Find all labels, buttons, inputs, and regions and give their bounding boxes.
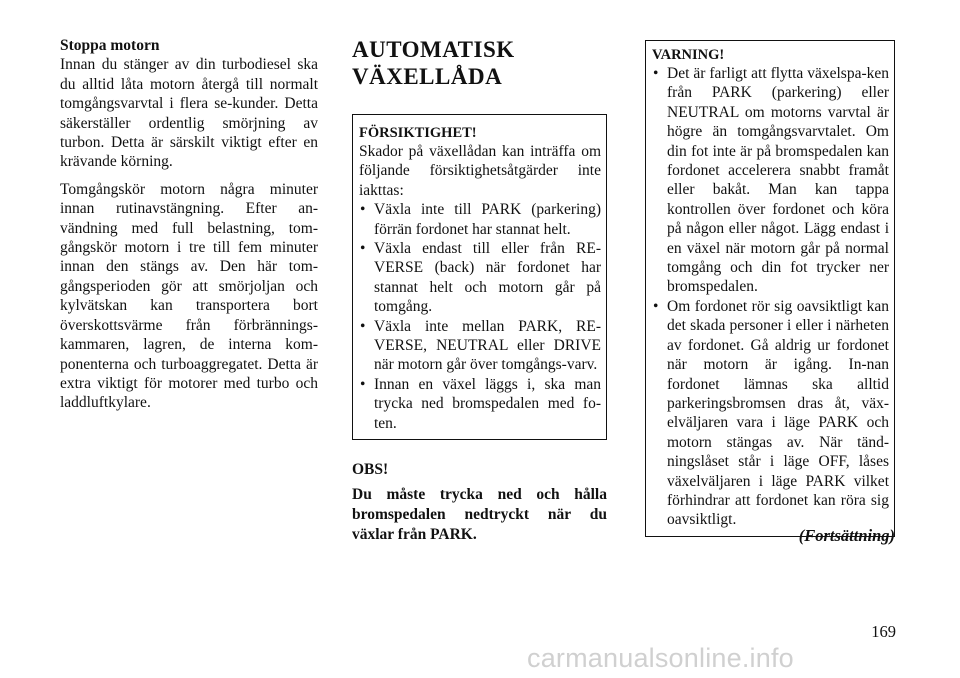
warning-item: • Det är farligt att flytta växelspa-ken från PARK (parkering) eller NEUTRAL om motorns varvtal är högre än tomgångsvarvtalet. Om din fot inte är på bromspedalen kan fordonet accelerera snabbt framåt eller bakåt. Man kan tappa kontrollen över fordonet och köra på någon eller något. Lägg endast i en växel när motorn går på normal tomgång och din fot trycker ner bromspedalen. xyxy=(652,64,889,297)
caution-list xyxy=(359,200,601,433)
chapter-title-line2: VÄXELLÅDA xyxy=(352,64,503,89)
section-heading-stop-engine: Stoppa motorn xyxy=(60,37,160,54)
caution-item: • Innan en växel läggs i, ska man trycka ned bromspedalen med fo-ten. xyxy=(359,375,601,433)
warning-title: VARNING! xyxy=(652,47,725,63)
continued-label: (Fortsättning) xyxy=(798,526,895,545)
caution-title: FÖRSIKTIGHET! xyxy=(359,125,477,141)
warning-item: • Om fordonet rör sig oavsiktligt kan det skada personer i eller i närheten av fordonet. Gå aldrig ur fordonet när motorn är igång. In-nan fordonet lämnas ska alltid parkeringsbromsen dras åt, väx-elväljaren vara i läge PARK och motorn stängas av. När tänd-ningslåset står i läge OFF, låses växelväljaren i läge PARK vilket förhindrar att fordonet kan röra sig oavsiktligt. xyxy=(652,297,889,530)
chapter-title xyxy=(352,36,607,90)
chapter-title-line1: AUTOMATISK xyxy=(352,37,515,62)
caution-item: • Växla inte till PARK (parkering) förrän fordonet har stannat helt. xyxy=(359,200,601,239)
caution-item: • Växla inte mellan PARK, RE-VERSE, NEUTRAL eller DRIVE när motorn går över tomgångs-varv. xyxy=(359,317,601,375)
caution-intro: Skador på växellådan kan inträffa om följande försiktighetsåtgärder inte iakttas: xyxy=(359,143,601,199)
left-column xyxy=(60,36,318,413)
paragraph-idle-minutes: Tomgångskör motorn några minuter innan rutinavstängning. Efter an-vändning med full belastning, tom-gångskör motorn i tre till fem minuter innan den stängs av. Den här tom-gångsperioden gör att smörjoljan och kylvätskan kan transportera bort överskottsvärme från förbrännings-kammaren, lagren, de interna kom-ponenterna och turboaggregatet. Detta är extra viktigt för motorer med turbo och laddluftkylare. xyxy=(60,180,318,412)
warning-box xyxy=(645,40,895,537)
note-title: OBS! xyxy=(352,461,389,479)
caution-box xyxy=(352,114,607,440)
right-column xyxy=(645,40,895,537)
page-number: 169 xyxy=(871,622,896,641)
middle-column xyxy=(352,36,607,545)
paragraph-turbo-idle: Innan du stänger av din turbodiesel ska du alltid låta motorn återgå till normalt tomgångsvarvtal i flera se-kunder. Detta säkerställer ordentlig smörjning av turbon. Detta är särskilt viktigt efter en krävande körning. xyxy=(60,56,318,171)
caution-item: • Växla endast till eller från RE-VERSE (back) när fordonet har stannat helt och motorn går på tomgång. xyxy=(359,239,601,317)
note-text: Du måste trycka ned och hålla bromspedalen nedtryckt när du växlar från PARK. xyxy=(352,486,607,544)
watermark-text: carmanualsonline.info xyxy=(527,643,794,673)
warning-list xyxy=(652,64,889,530)
